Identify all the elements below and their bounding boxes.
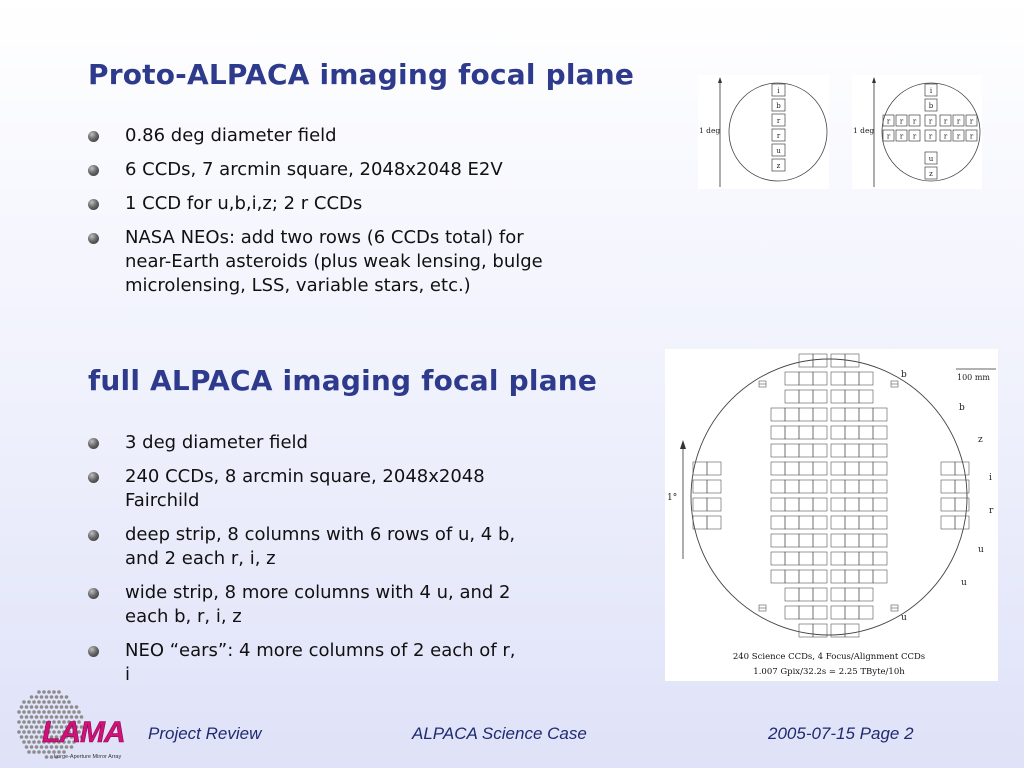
bullet-item: [86, 523, 516, 571]
logo-dot: [30, 715, 34, 719]
bullet-item: [86, 431, 516, 455]
ccd-box: [799, 534, 813, 547]
ccd-box: [831, 408, 845, 421]
logo-dot: [20, 725, 24, 729]
ccd-box: [845, 534, 859, 547]
ccd-label: z: [929, 170, 933, 178]
ccd-box: [813, 570, 827, 583]
logo-dot: [17, 720, 21, 724]
bullet-icon: [88, 472, 99, 483]
bullet-text: NEO “ears”: 4 more columns of 2 each of r, i: [125, 640, 516, 685]
ccd-box: [873, 534, 887, 547]
logo-dot: [22, 720, 26, 724]
ccd-box: [771, 516, 785, 529]
bullet-item: [86, 465, 516, 513]
ccd-box: [941, 462, 955, 475]
logo-dot: [32, 740, 36, 744]
focal-plane-diagram-full: [665, 349, 998, 681]
ccd-box: [831, 588, 845, 601]
ccd-label: r: [928, 117, 933, 126]
strip-label: u: [978, 545, 984, 555]
ccd-box: [693, 498, 707, 511]
ccd-box: [873, 498, 887, 511]
logo-dot: [52, 710, 56, 714]
ccd-box: [707, 516, 721, 529]
logo-dot: [22, 710, 26, 714]
logo-dot: [22, 700, 26, 704]
ccd-label: i: [929, 87, 933, 95]
logo-dot: [30, 745, 34, 749]
ccd-label: r: [776, 132, 781, 140]
bullet-item: [86, 581, 516, 629]
ccd-box: [873, 552, 887, 565]
figure-caption: 240 Science CCDs, 4 Focus/Alignment CCDs: [732, 652, 926, 662]
ccd-box: [693, 480, 707, 493]
figure-caption: 1.007 Gpix/32.2s = 2.25 TByte/10h: [753, 667, 905, 677]
logo-dot: [27, 720, 31, 724]
ccd-label: u: [928, 155, 934, 163]
ccd-box: [813, 390, 827, 403]
logo-dot: [65, 705, 69, 709]
ccd-box: [785, 606, 799, 619]
section-title-full: full ALPACA imaging focal plane: [88, 364, 598, 397]
ccd-box: [831, 372, 845, 385]
bullet-icon: [88, 165, 99, 176]
ccd-label: r: [928, 132, 933, 141]
ccd-box: [799, 390, 813, 403]
ccd-label: z: [776, 162, 781, 170]
logo-dot: [35, 695, 39, 699]
ccd-box: [813, 354, 827, 367]
bullet-item: [86, 192, 556, 216]
logo-dot: [55, 695, 59, 699]
scale-label: 1 deg: [853, 126, 875, 135]
ccd-box: [785, 516, 799, 529]
ccd-box: [813, 480, 827, 493]
ccd-box: [831, 534, 845, 547]
ccd-box: [831, 354, 845, 367]
logo-dot: [77, 710, 81, 714]
ccd-box: [831, 570, 845, 583]
logo-dot: [17, 730, 21, 734]
logo-dot: [27, 740, 31, 744]
strip-label: z: [978, 435, 983, 445]
strip-label: u: [901, 613, 907, 623]
ccd-box: [771, 444, 785, 457]
ccd-rows: [883, 115, 977, 141]
ccd-label: r: [776, 117, 781, 125]
logo-dot: [47, 690, 51, 694]
logo-dot: [52, 690, 56, 694]
ccd-box: [785, 462, 799, 475]
logo-dot: [30, 695, 34, 699]
strip-label: b: [901, 370, 907, 380]
logo-dot: [35, 715, 39, 719]
ccd-box: [785, 552, 799, 565]
ccd-box: [859, 408, 873, 421]
logo-dot: [42, 750, 46, 754]
ccd-column: [772, 84, 785, 171]
logo-dot: [62, 710, 66, 714]
ccd-box: [845, 390, 859, 403]
ccd-box: [859, 462, 873, 475]
ccd-box: [785, 498, 799, 511]
ccd-box: [799, 606, 813, 619]
axis-label: 1°: [667, 493, 678, 503]
ccd-box: [813, 588, 827, 601]
ccd-box: [785, 426, 799, 439]
ccd-box: [845, 624, 859, 637]
ccd-box: [845, 588, 859, 601]
ccd-box: [859, 516, 873, 529]
ccd-box: [813, 606, 827, 619]
scale-label: 1 deg: [699, 126, 721, 135]
ccd-box: [831, 516, 845, 529]
ccd-box: [785, 588, 799, 601]
ccd-label: r: [956, 132, 961, 141]
ccd-box: [771, 462, 785, 475]
ccd-box: [813, 444, 827, 457]
ccd-label: u: [776, 147, 781, 155]
ccd-box: [707, 480, 721, 493]
strip-label: b: [959, 403, 965, 413]
ccd-box: [799, 570, 813, 583]
logo-text: LAMA: [42, 716, 125, 749]
bullet-text: 1 CCD for u,b,i,z; 2 r CCDs: [125, 193, 363, 214]
ccd-box: [845, 552, 859, 565]
logo-dot: [35, 725, 39, 729]
logo-dot: [60, 705, 64, 709]
logo-dot: [42, 690, 46, 694]
ccd-box: [799, 426, 813, 439]
ccd-box: [845, 372, 859, 385]
ccd-box: [831, 498, 845, 511]
ccd-box: [859, 372, 873, 385]
ccd-box: [941, 498, 955, 511]
bullet-item: [86, 158, 556, 182]
ccd-box: [859, 534, 873, 547]
logo-dot: [52, 700, 56, 704]
logo-dot: [47, 700, 51, 704]
ccd-box: [845, 606, 859, 619]
ccd-box: [859, 426, 873, 439]
ccd-label: r: [886, 117, 891, 126]
bullet-icon: [88, 199, 99, 210]
ccd-box: [799, 516, 813, 529]
bullet-text: 6 CCDs, 7 arcmin square, 2048x2048 E2V: [125, 159, 503, 180]
ccd-box: [831, 606, 845, 619]
ccd-box: [873, 444, 887, 457]
ccd-box: [813, 372, 827, 385]
ccd-box: [771, 552, 785, 565]
ccd-box: [693, 516, 707, 529]
logo-dot: [35, 705, 39, 709]
logo-dot: [20, 705, 24, 709]
logo-dot: [40, 695, 44, 699]
bullet-icon: [88, 646, 99, 657]
ccd-label: r: [943, 117, 948, 126]
ccd-box: [859, 390, 873, 403]
ccd-box: [799, 444, 813, 457]
logo-dot: [57, 690, 61, 694]
logo-dot: [50, 705, 54, 709]
ccd-box: [845, 426, 859, 439]
logo-dot: [72, 710, 76, 714]
logo-dot: [37, 740, 41, 744]
ccd-box: [859, 498, 873, 511]
ccd-box: [785, 390, 799, 403]
bullet-item: [86, 226, 556, 298]
footer-right: 2005-07-15 Page 2: [768, 724, 914, 743]
ccd-box: [785, 534, 799, 547]
logo-dot: [32, 700, 36, 704]
ccd-box: [799, 462, 813, 475]
ccd-box: [813, 426, 827, 439]
ccd-label: r: [899, 117, 904, 126]
logo-dot: [60, 695, 64, 699]
logo-dot: [75, 705, 79, 709]
ccd-box: [799, 372, 813, 385]
bullet-list-proto: [86, 124, 556, 308]
logo-dot: [37, 750, 41, 754]
ccd-box: [955, 462, 969, 475]
ccd-label: r: [943, 132, 948, 141]
logo-dot: [37, 700, 41, 704]
logo-dot: [25, 715, 29, 719]
logo-dot: [67, 710, 71, 714]
ccd-box: [771, 534, 785, 547]
ccd-box: [771, 498, 785, 511]
bullet-list-full: [86, 431, 516, 697]
ccd-box: [859, 444, 873, 457]
focal-plane-diagram-proto-neo: [852, 75, 982, 189]
bullet-icon: [88, 588, 99, 599]
ccd-box: [771, 570, 785, 583]
bullet-text: wide strip, 8 more columns with 4 u, and 2 each b, r, i, z: [125, 582, 511, 627]
ccd-box: [799, 552, 813, 565]
bullet-text: NASA NEOs: add two rows (6 CCDs total) for near-Earth asteroids (plus weak lensing, bulge microlensing, LSS, variable stars, etc.): [125, 227, 543, 296]
ccd-box: [707, 462, 721, 475]
ccd-box: [813, 516, 827, 529]
logo-dot: [32, 710, 36, 714]
ccd-box: [859, 552, 873, 565]
bullet-text: 3 deg diameter field: [125, 432, 308, 453]
ccd-box: [845, 498, 859, 511]
logo-dot: [25, 725, 29, 729]
bullet-icon: [88, 438, 99, 449]
logo-dot: [17, 710, 21, 714]
logo-dot: [30, 725, 34, 729]
logo-dot: [20, 715, 24, 719]
logo-subtext: Large-Aperture Mirror Array: [54, 754, 122, 760]
ccd-box: [845, 408, 859, 421]
ccd-box: [845, 480, 859, 493]
logo-dot: [50, 755, 54, 759]
logo-dot: [35, 735, 39, 739]
ccd-box: [955, 516, 969, 529]
bullet-icon: [88, 131, 99, 142]
section-title-proto: Proto-ALPACA imaging focal plane: [88, 58, 635, 91]
ccd-box: [831, 480, 845, 493]
ccd-box: [941, 480, 955, 493]
ccd-box: [813, 498, 827, 511]
ccd-box: [873, 462, 887, 475]
ccd-label: b: [928, 102, 934, 110]
strip-label: u: [961, 578, 967, 588]
ccd-box: [873, 480, 887, 493]
ccd-box: [845, 462, 859, 475]
ccd-box: [785, 570, 799, 583]
logo-dot: [65, 695, 69, 699]
ccd-box: [831, 390, 845, 403]
ccd-box: [845, 444, 859, 457]
ccd-box: [785, 408, 799, 421]
ccd-box: [785, 480, 799, 493]
ccd-box: [859, 606, 873, 619]
logo-dot: [45, 695, 49, 699]
ccd-box: [859, 588, 873, 601]
ccd-box: [813, 462, 827, 475]
ccd-box: [799, 498, 813, 511]
logo-dot: [32, 730, 36, 734]
logo-dot: [32, 750, 36, 754]
ccd-label: r: [956, 117, 961, 126]
strip-label: i: [989, 473, 992, 483]
ccd-label: r: [899, 132, 904, 141]
focal-plane-diagram-proto: [698, 75, 829, 189]
logo-dot: [25, 745, 29, 749]
lama-logo: [8, 688, 136, 764]
ccd-box: [873, 516, 887, 529]
logo-dot: [55, 705, 59, 709]
bullet-item: [86, 124, 556, 148]
ccd-label: r: [912, 132, 917, 141]
footer-center: ALPACA Science Case: [412, 724, 587, 743]
ccd-box: [831, 552, 845, 565]
logo-dot: [42, 710, 46, 714]
logo-dot: [35, 745, 39, 749]
ccd-label: r: [886, 132, 891, 141]
ccd-box: [845, 570, 859, 583]
footer-left: Project Review: [148, 724, 262, 743]
ccd-box: [845, 516, 859, 529]
ccd-box: [873, 408, 887, 421]
logo-dot: [32, 720, 36, 724]
logo-dot: [37, 730, 41, 734]
ccd-box: [785, 444, 799, 457]
ccd-box: [859, 570, 873, 583]
ccd-box: [813, 534, 827, 547]
logo-dot: [27, 750, 31, 754]
ccd-box: [771, 408, 785, 421]
logo-dot: [37, 690, 41, 694]
strip-label: r: [989, 506, 994, 516]
ccd-box: [799, 480, 813, 493]
logo-dot: [27, 710, 31, 714]
ccd-box: [831, 426, 845, 439]
ccd-box: [873, 570, 887, 583]
ccd-box: [859, 480, 873, 493]
logo-dot: [27, 730, 31, 734]
ccd-label: r: [969, 117, 974, 126]
bullet-text: deep strip, 8 columns with 6 rows of u, 4 b, and 2 each r, i, z: [125, 524, 516, 569]
logo-dot: [70, 705, 74, 709]
logo-dot: [47, 750, 51, 754]
logo-dot: [57, 700, 61, 704]
ccd-box: [813, 552, 827, 565]
ccd-box: [707, 498, 721, 511]
ccd-box: [831, 444, 845, 457]
ccd-box: [799, 624, 813, 637]
logo-dot: [37, 720, 41, 724]
ccd-label: r: [969, 132, 974, 141]
logo-dot: [22, 740, 26, 744]
bullet-text: 0.86 deg diameter field: [125, 125, 337, 146]
ccd-label: b: [776, 102, 781, 110]
logo-dot: [40, 705, 44, 709]
logo-dot: [57, 710, 61, 714]
logo-dot: [45, 755, 49, 759]
ccd-box: [831, 462, 845, 475]
logo-dot: [50, 695, 54, 699]
logo-dot: [30, 735, 34, 739]
ccd-box: [771, 480, 785, 493]
ccd-box: [873, 426, 887, 439]
logo-dot: [27, 700, 31, 704]
logo-dot: [25, 705, 29, 709]
logo-dot: [47, 710, 51, 714]
logo-dot: [25, 735, 29, 739]
logo-dot: [42, 700, 46, 704]
logo-dot: [22, 730, 26, 734]
ccd-box: [813, 408, 827, 421]
logo-dot: [20, 735, 24, 739]
bullet-icon: [88, 233, 99, 244]
bullet-item: [86, 639, 516, 687]
ccd-label: r: [912, 117, 917, 126]
bullet-icon: [88, 530, 99, 541]
ccd-box: [799, 588, 813, 601]
ccd-box: [771, 426, 785, 439]
ccd-label: i: [777, 87, 780, 95]
logo-dot: [45, 705, 49, 709]
logo-dot: [67, 700, 71, 704]
ccd-box: [799, 408, 813, 421]
logo-dot: [62, 700, 66, 704]
logo-dot: [30, 705, 34, 709]
logo-dot: [37, 710, 41, 714]
ccd-box: [941, 516, 955, 529]
scale-bar-label: 100 mm: [957, 373, 990, 382]
ccd-box: [785, 372, 799, 385]
bullet-text: 240 CCDs, 8 arcmin square, 2048x2048 Fairchild: [125, 466, 485, 511]
